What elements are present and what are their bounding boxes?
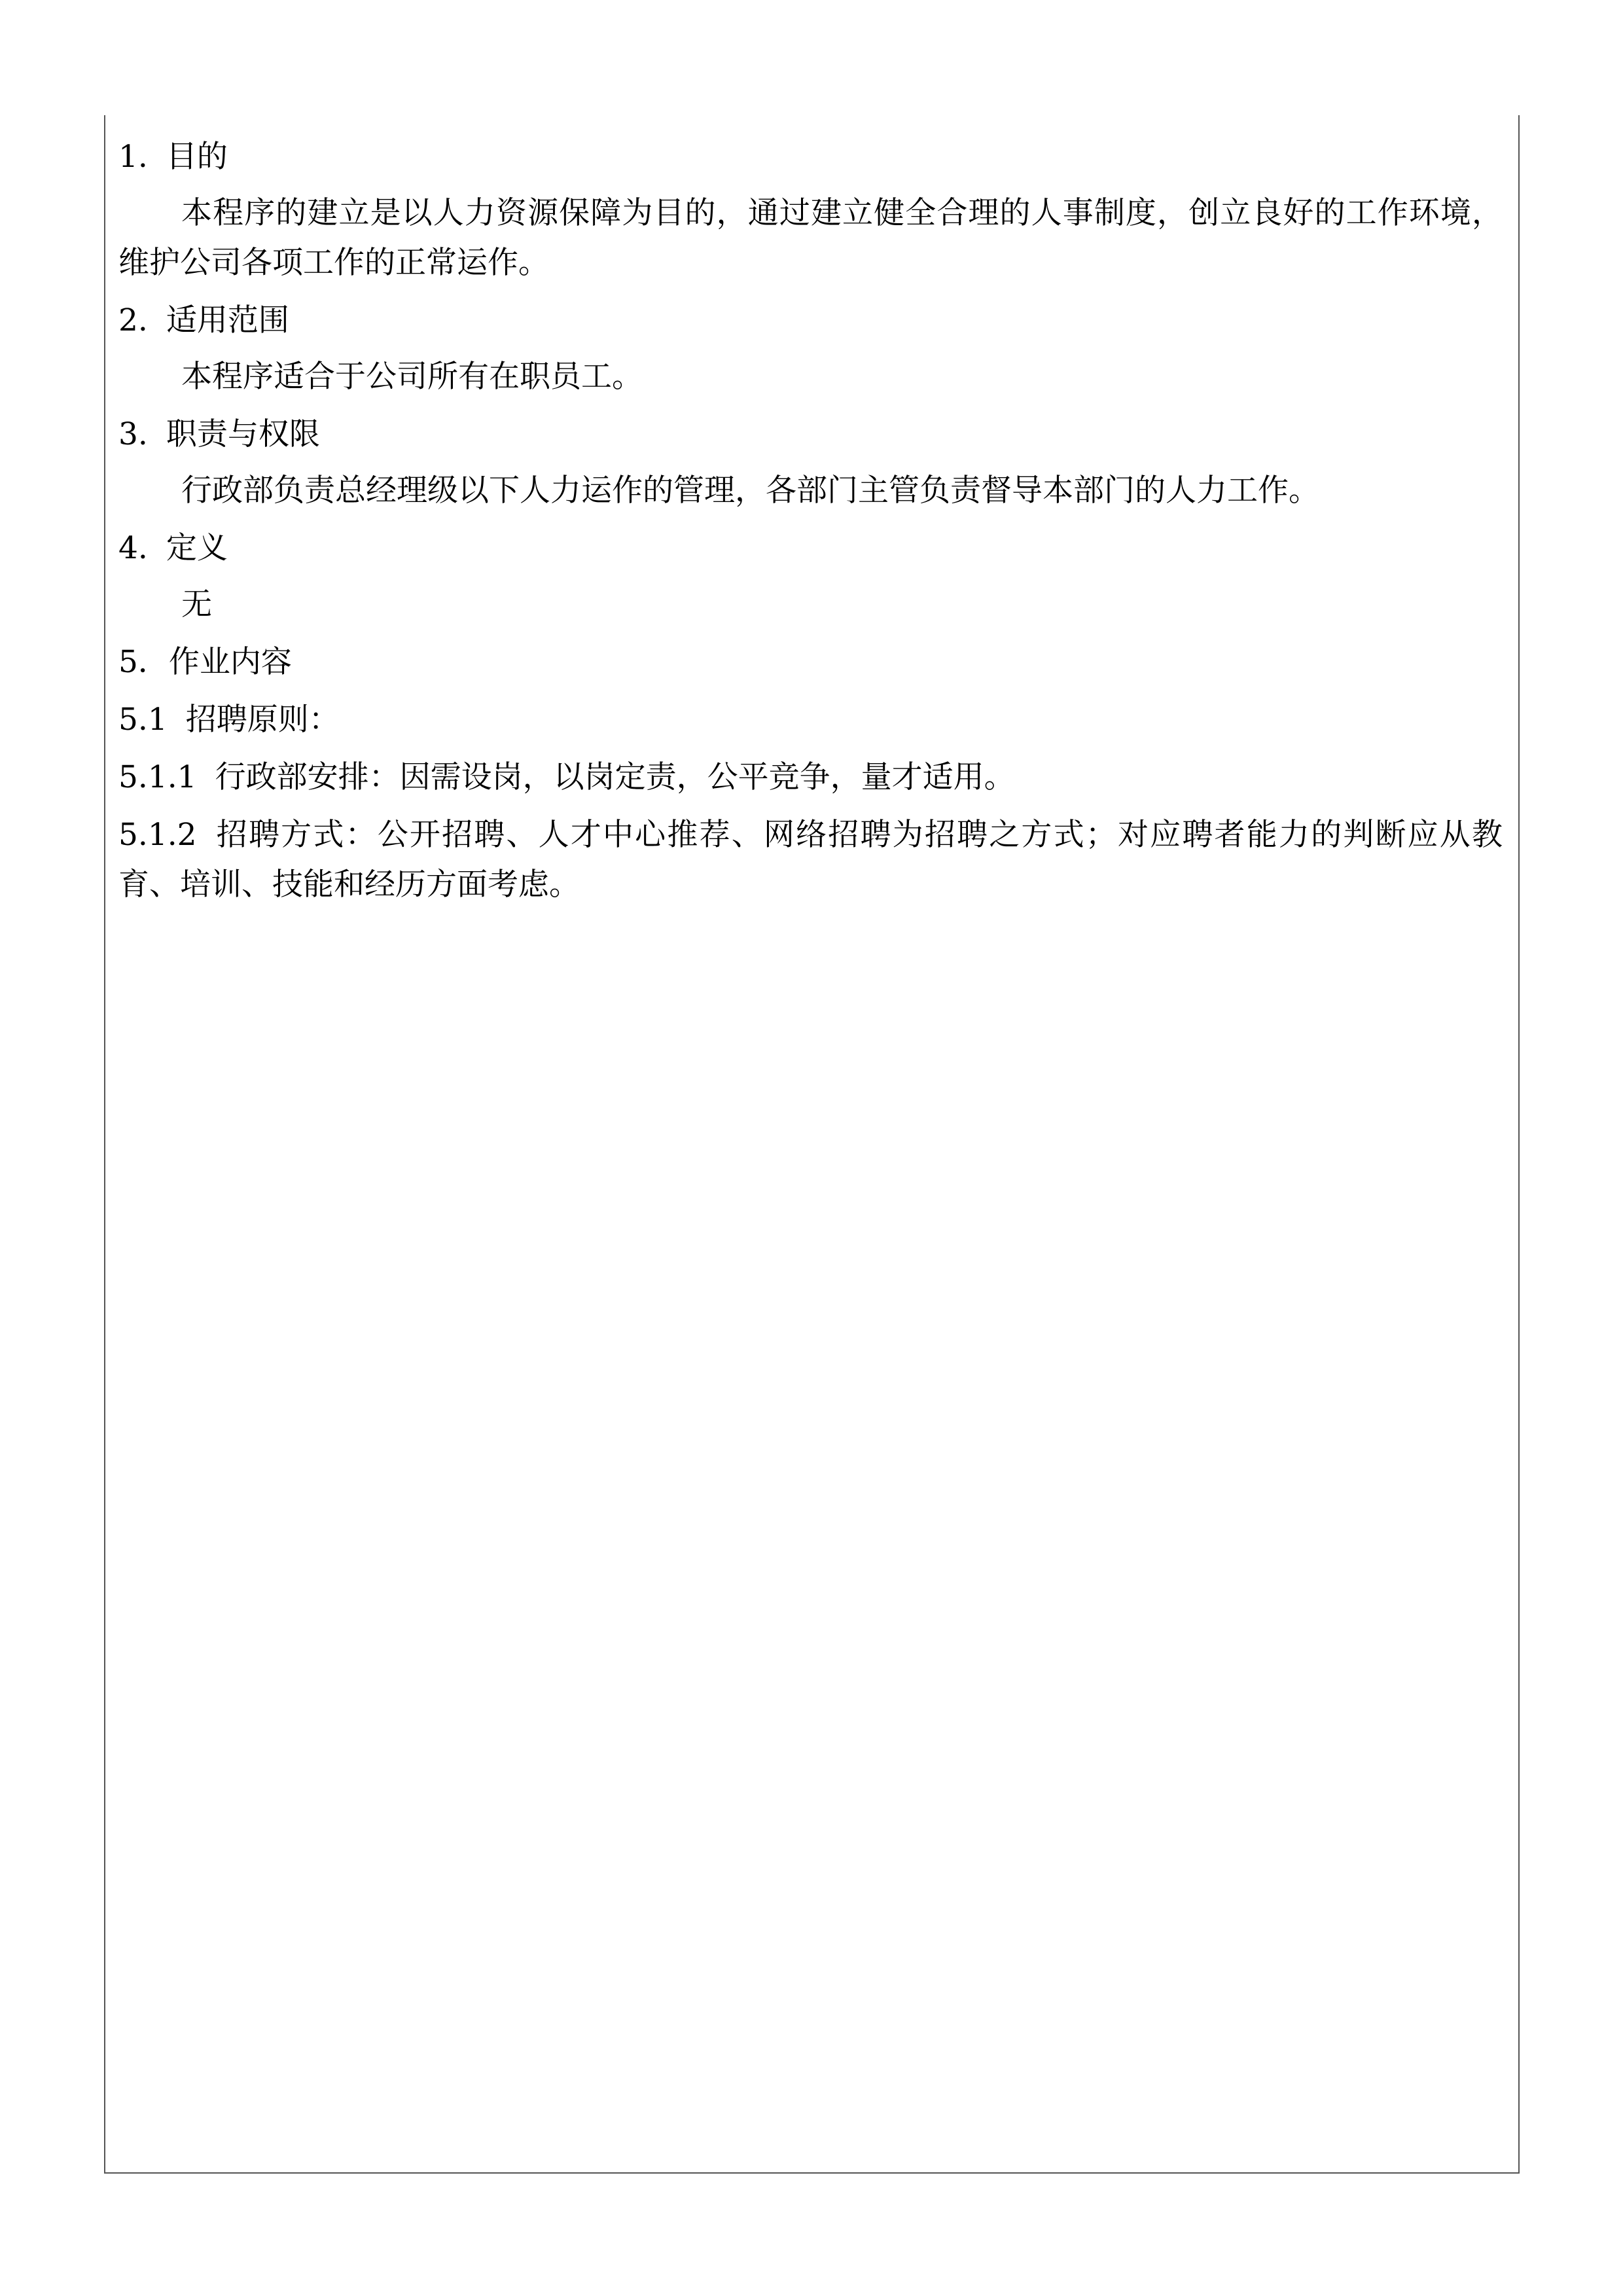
clause-text: 招聘方式：公开招聘、人才中心推荐、网络招聘为招聘之方式；对应聘者能力的判断应从教育、培训、技能和经历方面考虑。 [118, 817, 1503, 903]
section-title: 适用范围 [166, 302, 289, 338]
clause-5-1-2 [118, 810, 1503, 910]
section-heading-purpose [118, 132, 1503, 182]
subsection-number: 5.1 [118, 702, 168, 738]
section-heading-scope [118, 296, 1503, 346]
section-title: 目的 [166, 139, 228, 175]
clause-number: 5.1.2 [118, 817, 197, 853]
section-heading-definition [118, 524, 1503, 573]
clause-5-1-1 [118, 753, 1503, 802]
clause-number: 5.1.1 [118, 759, 197, 795]
section-number: 1. [118, 139, 148, 175]
section-title: 定义 [166, 530, 228, 566]
document-frame [104, 115, 1520, 2174]
section-number: 4. [118, 530, 148, 566]
section-paragraph-scope: 本程序适合于公司所有在职员工。 [181, 359, 643, 395]
subsection-heading-recruitment [118, 695, 1503, 745]
document-body [118, 132, 1503, 910]
section-heading-responsibility [118, 410, 1503, 459]
section-number: 3. [118, 416, 148, 452]
section-title: 职责与权限 [166, 416, 320, 452]
section-paragraph-purpose: 本程序的建立是以人力资源保障为目的，通过建立健全合理的人事制度，创立良好的工作环境，维护公司各项工作的正常运作。 [118, 195, 1503, 281]
section-paragraph-responsibility: 行政部负责总经理级以下人力运作的管理，各部门主管负责督导本部门的人力工作。 [181, 473, 1319, 509]
clause-text: 行政部安排：因需设岗，以岗定责，公平竞争，量才适用。 [215, 759, 1015, 795]
section-number: 2. [118, 302, 148, 338]
subsection-title: 招聘原则： [185, 702, 340, 738]
section-paragraph-definition: 无 [181, 586, 212, 622]
section-heading-operation: 5．作业内容 [118, 644, 292, 680]
